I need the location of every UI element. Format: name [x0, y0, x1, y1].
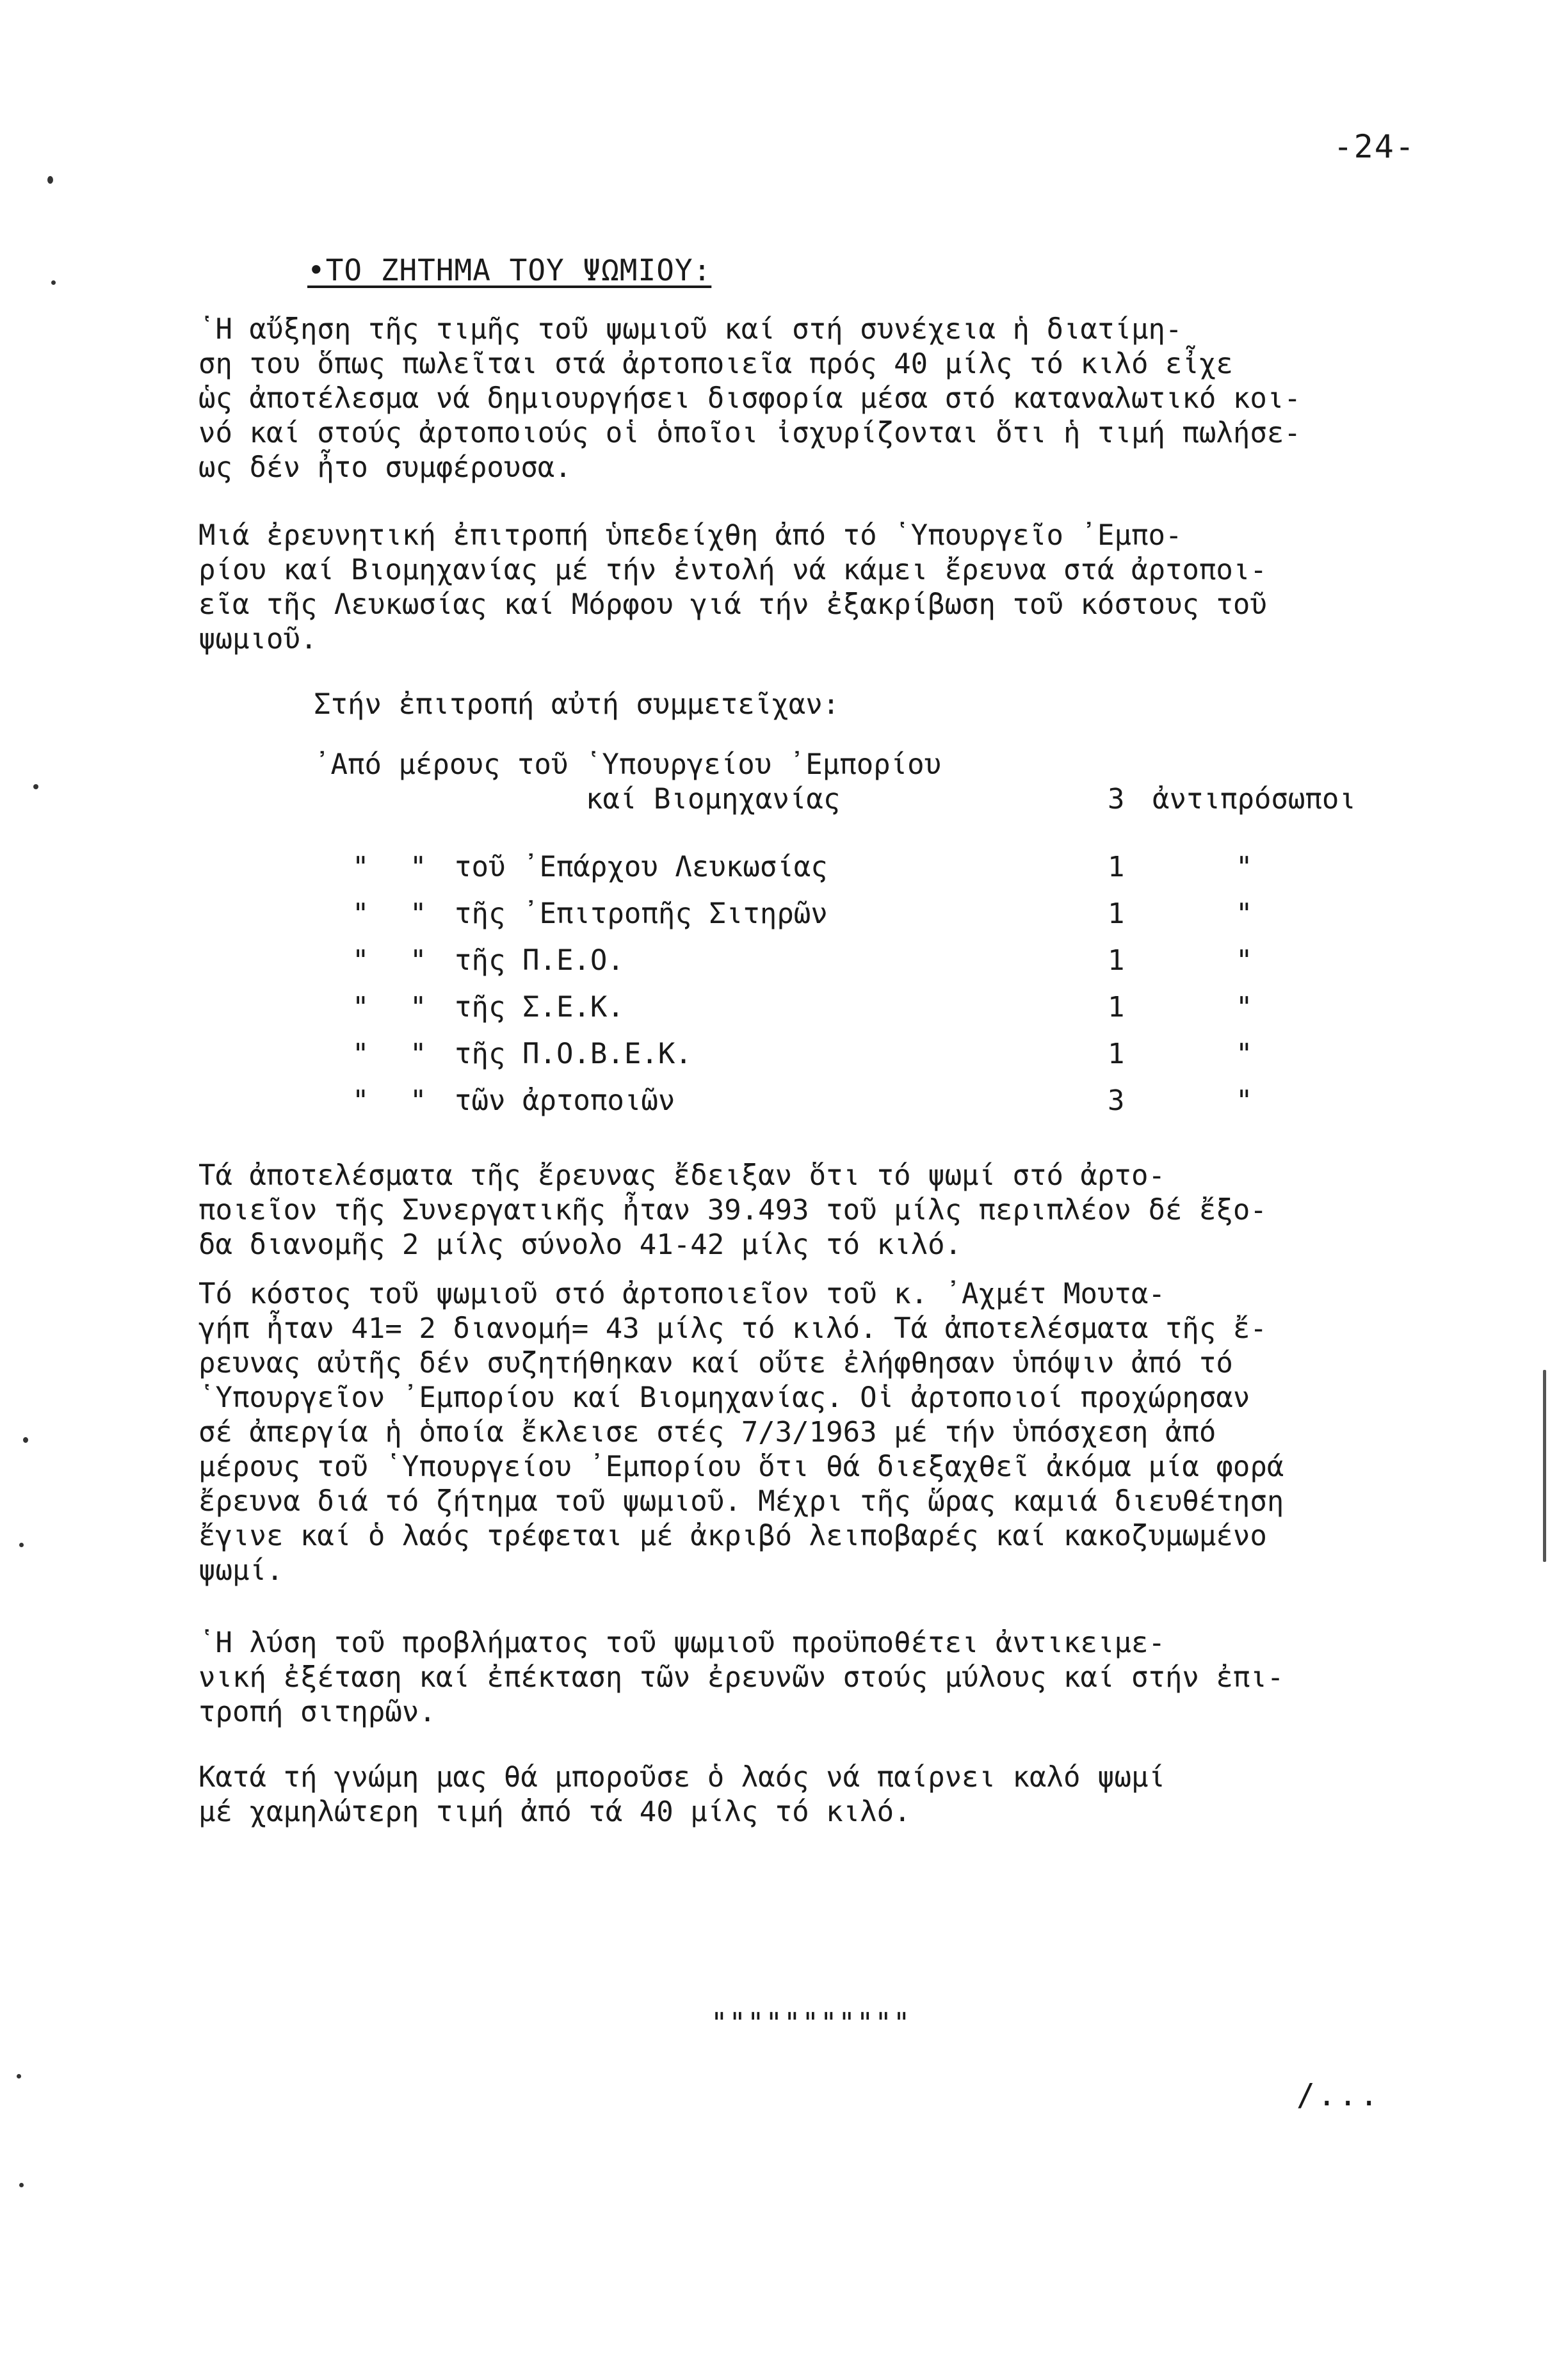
- committee-row-count: 3: [1108, 1084, 1125, 1117]
- paragraph-cost-and-strike: Τό κόστος τοῦ ψωμιοῦ στό ἀρτοποιεῖον τοῦ κ. ᾿Αχμέτ Μουτα- γήπ ἦταν 41= 2 διανομή= 43 μίλς τό κιλό. Τά ἀποτελέσματα τῆς ἔ- ρευνας αὐτῆς δέν συζητήθηκαν καί οὔτε ἐλήφθησαν ὑπόψιν ἀπό τό ῾Υπουργεῖον ᾿Εμπορίου καί Βιομηχανίας. Οἱ ἀρτοποιοί προχώρησαν σέ ἀπεργία ἡ ὁποία ἔκλεισε στές 7/3/1963 μέ τήν ὑπόσχεση ἀπό μέρους τοῦ ῾Υπουργείου ᾿Εμπορίου ὅτι θά διεξαχθεῖ ἀκόμα μία φορά ἔρευνα διά τό ζήτημα τοῦ ψωμιοῦ. Μέχρι τῆς ὥρας καμιά διευθέτηση ἔγινε καί ὁ λαός τρέφεται μέ ἀκριβό λειποβαρές καί κακοζυμωμένο ψωμί.: [198, 1278, 1284, 1587]
- section-heading: •ΤΟ ΖΗΤΗΜΑ ΤΟΥ ΨΩΜΙΟΥ:: [307, 253, 712, 287]
- committee-members-list: [314, 748, 1441, 1124]
- scan-speck: [51, 280, 56, 285]
- scan-speck: [23, 1437, 28, 1443]
- ditto-mark: ": [410, 1084, 427, 1117]
- ditto-mark: ": [352, 1038, 369, 1070]
- ditto-mark: ": [352, 897, 369, 930]
- ditto-mark: ": [352, 991, 369, 1024]
- paragraph-results: Τά ἀποτελέσματα τῆς ἔρευνας ἔδειξαν ὅτι τό ψωμί στό ἀρτο- ποιεῖον τῆς Συνεργατικῆς ἦταν 39.493 τοῦ μίλς περιπλέον δέ ἔξο- δα διανομῆς 2 μίλς σύνολο 41-42 μίλς τό κιλό.: [198, 1159, 1267, 1261]
- ditto-mark: ": [410, 1038, 427, 1070]
- ditto-mark: ": [410, 851, 427, 883]
- scan-speck: [19, 1543, 24, 1547]
- committee-row-count: 1: [1108, 897, 1125, 930]
- committee-rows: [314, 844, 1441, 1124]
- committee-row-body: τῆς Σ.Ε.Κ.: [455, 991, 624, 1024]
- committee-ministry-count: 3: [1108, 783, 1125, 816]
- committee-ministry-label-line1: ᾿Από μέρους τοῦ ῾Υπουργείου ᾿Εμπορίου: [314, 748, 942, 781]
- committee-row: [314, 1077, 1441, 1124]
- scan-speck: [19, 2183, 24, 2187]
- continued-marker: /...: [1296, 2077, 1381, 2113]
- committee-ministry-label-line2: καί Βιομηχανίας: [586, 783, 841, 816]
- committee-row-count: 1: [1108, 1038, 1125, 1070]
- paragraph-opinion: Κατά τή γνώμη μας θά μποροῦσε ὁ λαός νά παίρνει καλό ψωμί μέ χαμηλώτερη τιμή ἀπό τά 40 μίλς τό κιλό.: [198, 1761, 1165, 1828]
- committee-intro: Στήν ἐπιτροπή αὐτή συμμετεῖχαν:: [314, 688, 840, 721]
- ditto-mark: ": [1236, 851, 1253, 883]
- committee-row-body: τῆς Π.Ε.Ο.: [455, 944, 624, 977]
- committee-row-body: τῆς ᾿Επιτροπῆς Σιτηρῶν: [455, 897, 828, 930]
- ditto-mark: ": [352, 851, 369, 883]
- ditto-mark: ": [352, 1084, 369, 1117]
- committee-row: [314, 1031, 1441, 1077]
- committee-row-body: τοῦ ᾿Επάρχου Λευκωσίας: [455, 851, 828, 883]
- committee-row-count: 1: [1108, 991, 1125, 1024]
- ditto-mark: ": [1236, 944, 1253, 977]
- page-number: -24-: [1333, 128, 1416, 165]
- ditto-mark: ": [352, 944, 369, 977]
- ditto-mark: ": [1236, 991, 1253, 1024]
- ditto-mark: ": [1236, 1038, 1253, 1070]
- committee-row: [314, 984, 1441, 1031]
- paragraph-solution: ῾Η λύση τοῦ προβλήματος τοῦ ψωμιοῦ προϋποθέτει ἀντικειμε- νική ἐξέταση καί ἐπέκταση τῶν ἐρευνῶν στούς μύλους καί στήν ἐπι- τροπή σιτηρῶν.: [198, 1627, 1284, 1728]
- committee-row-count: 1: [1108, 944, 1125, 977]
- committee-row-body: τῶν ἀρτοποιῶν: [455, 1084, 675, 1117]
- scan-speck: [33, 784, 38, 789]
- committee-unit-label: ἀντιπρόσωποι: [1152, 783, 1356, 816]
- ditto-mark: ": [1236, 1084, 1253, 1117]
- committee-row-body: τῆς Π.Ο.Β.Ε.Κ.: [455, 1038, 692, 1070]
- scan-edge-mark: [1543, 1370, 1546, 1562]
- scan-speck: [17, 2074, 21, 2078]
- separator-marks: """"""""""": [711, 2007, 912, 2039]
- committee-row-count: 1: [1108, 851, 1125, 883]
- paragraph-price-increase: ῾Η αὔξηση τῆς τιμῆς τοῦ ψωμιοῦ καί στή συνέχεια ἡ διατίμη- ση του ὅπως πωλεῖται στά ἀρτοποιεῖα πρός 40 μίλς τό κιλό εἶχε ὡς ἀποτέλεσμα νά δημιουργήσει δισφορία μέσα στό καταναλωτικό κοι- νό καί στούς ἀρτοποιούς οἱ ὁποῖοι ἰσχυρίζονται ὅτι ἡ τιμή πωλήσε- ως δέν ἦτο συμφέρουσα.: [198, 313, 1301, 484]
- ditto-mark: ": [410, 897, 427, 930]
- ditto-mark: ": [1236, 897, 1253, 930]
- committee-ministry-label: [314, 748, 1108, 817]
- committee-row: [314, 844, 1441, 890]
- ditto-mark: ": [410, 991, 427, 1024]
- committee-row: [314, 937, 1441, 984]
- committee-row: [314, 890, 1441, 937]
- paragraph-investigation-committee: Μιά ἐρευνητική ἐπιτροπή ὑπεδείχθη ἀπό τό ῾Υπουργεῖο ᾿Εμπο- ρίου καί Βιομηχανίας μέ τήν ἐντολή νά κάμει ἔρευνα στά ἀρτοποι- εῖα τῆς Λευκωσίας καί Μόρφου γιά τήν ἐξακρίβωση τοῦ κόστους τοῦ ψωμιοῦ.: [198, 519, 1267, 655]
- ditto-mark: ": [410, 944, 427, 977]
- committee-ministry-row: [314, 748, 1441, 817]
- scan-speck: [47, 176, 53, 184]
